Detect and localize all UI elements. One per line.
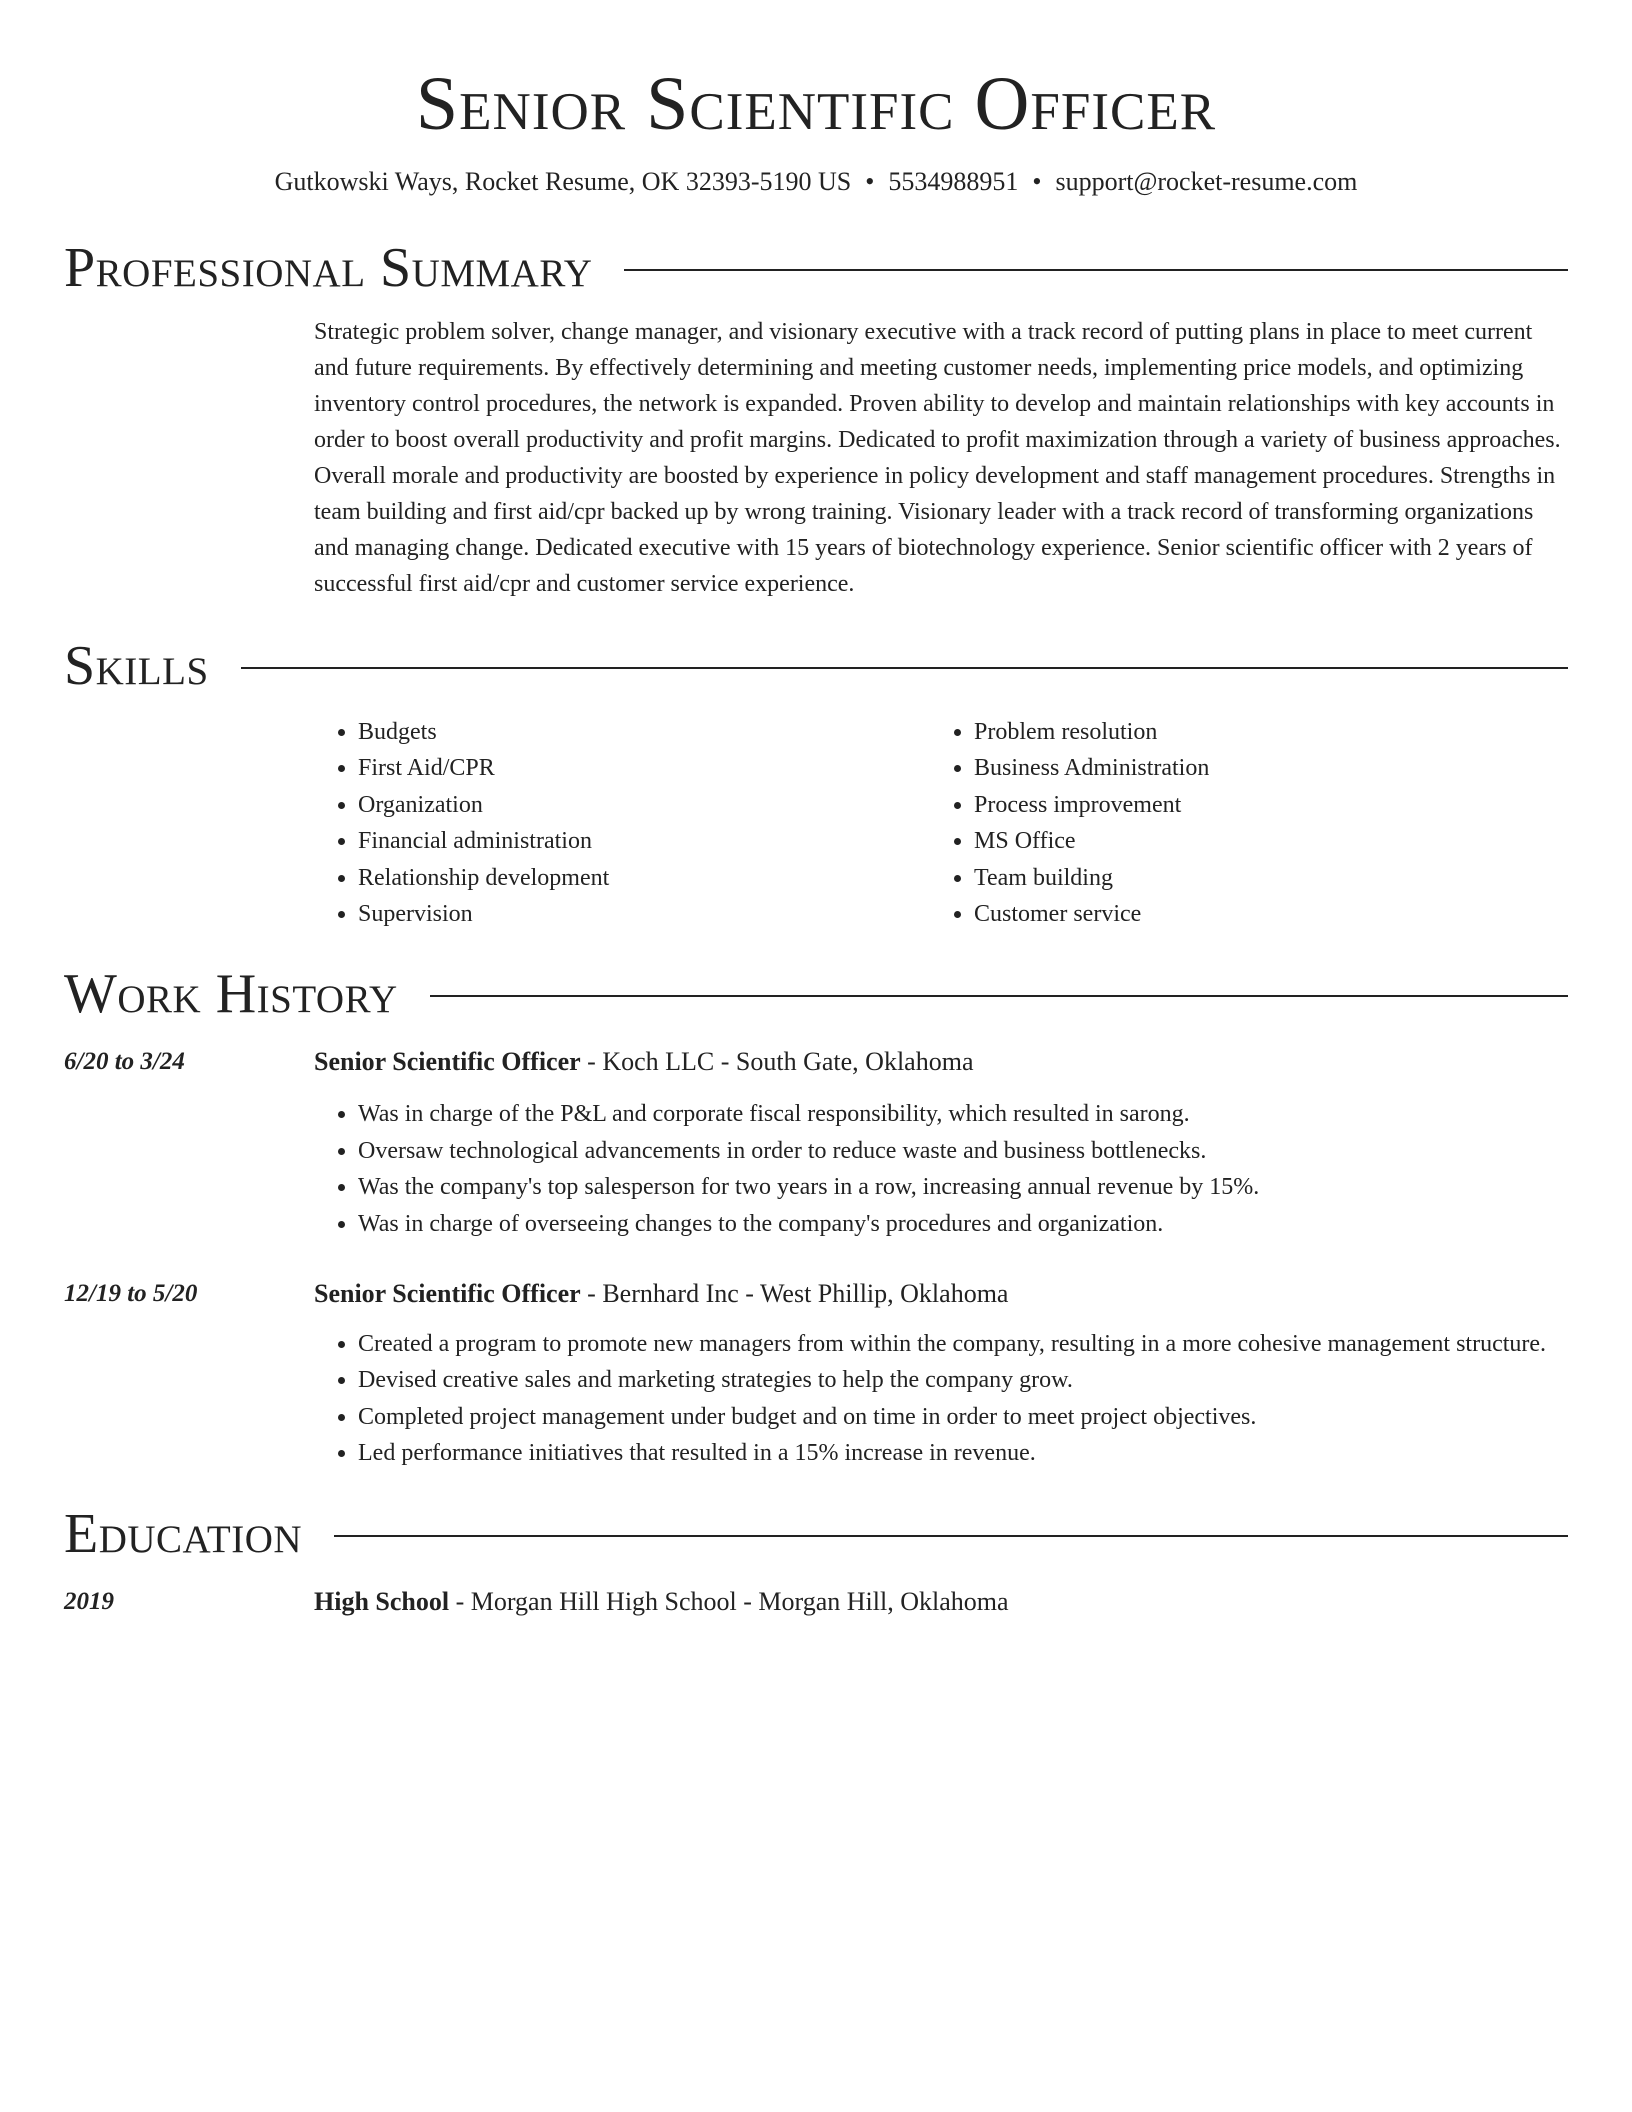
job-bullet: • Created a program to promote new managers from within the company, resulting in a more cohesive management structure. [358, 1326, 1568, 1362]
summary-text: Strategic problem solver, change manager, and visionary executive with a track record of putting plans in place to meet current and future requirements. By effectively determining and meeting customer needs, implementing price models, and optimizing inventory control procedures, the network is expanded. Proven ability to develop and maintain relationships with key accounts in order to boost overall productivity and profit margins. Dedicated to profit maximization through a variety of business approaches. Overall morale and productivity are boosted by experience in policy development and staff management procedures. Strengths in team building and first aid/cpr backed up by wrong training. Visionary leader with a track record of transforming organizations and managing change. Dedicated executive with 15 years of biotechnology experience. Senior scientific officer with 2 years of successful first aid/cpr and customer service experience. [314, 319, 1561, 597]
work-section-header [64, 958, 1568, 1030]
skill-item: • Problem resolution [974, 714, 1546, 750]
section-divider [241, 667, 1568, 669]
job-entry [64, 1044, 1568, 1242]
section-divider [334, 1535, 1568, 1537]
contact-email: support@rocket-resume.com [1055, 167, 1358, 196]
skill-item: • Budgets [358, 714, 930, 750]
job-bullet: • Completed project management under budget and on time in order to meet project objectives. [358, 1399, 1568, 1435]
summary-section-header [64, 232, 1568, 304]
job-bullets [314, 1096, 1568, 1242]
summary-heading: Professional Summary [64, 237, 593, 299]
skills-column-left [314, 714, 930, 932]
skill-item: • Process improvement [974, 787, 1546, 823]
contact-separator: • [1032, 167, 1042, 196]
job-bullets [314, 1326, 1568, 1472]
education-title-line [314, 1584, 1568, 1620]
job-date: 12/19 to 5/20 [64, 1280, 198, 1308]
resume-name: Senior Scientific Officer [415, 62, 1217, 146]
education-date: 2019 [64, 1587, 114, 1615]
education-school: - Morgan Hill High School - Morgan Hill, Oklahoma [449, 1586, 1009, 1616]
job-bullet: • Oversaw technological advancements in order to reduce waste and business bottlenecks. [358, 1133, 1568, 1169]
contact-phone: 5534988951 [888, 167, 1019, 196]
skill-item: • Customer service [974, 896, 1546, 932]
skills-list [314, 714, 1568, 932]
skill-item: • Financial administration [358, 823, 930, 859]
skill-item: • Organization [358, 787, 930, 823]
job-employer: - Bernhard Inc - West Phillip, Oklahoma [580, 1279, 1009, 1309]
job-title-line [314, 1044, 1568, 1080]
job-bullet: • Was the company's top salesperson for two years in a row, increasing annual revenue by 15%. [358, 1169, 1568, 1205]
job-employer: - Koch LLC - South Gate, Oklahoma [580, 1047, 974, 1077]
job-bullet: • Led performance initiatives that resulted in a 15% increase in revenue. [358, 1435, 1568, 1471]
education-body [314, 1584, 1568, 1620]
skill-item: • Supervision [358, 896, 930, 932]
skills-heading: Skills [64, 635, 209, 697]
job-entry [64, 1276, 1568, 1472]
skill-item: • Relationship development [358, 860, 930, 896]
section-divider [624, 269, 1568, 271]
contact-address: Gutkowski Ways, Rocket Resume, OK 32393-5190 US [274, 167, 852, 196]
work-heading: Work History [64, 963, 398, 1026]
job-title: Senior Scientific Officer [314, 1279, 581, 1309]
education-heading: Education [64, 1502, 303, 1565]
skills-section-header [64, 630, 1568, 702]
contact-line [64, 164, 1568, 200]
job-body [314, 1044, 1568, 1242]
job-bullet: • Was in charge of overseeing changes to the company's procedures and organization. [358, 1206, 1568, 1242]
job-title-line [314, 1276, 1568, 1312]
skill-item: • Team building [974, 860, 1546, 896]
job-title: Senior Scientific Officer [314, 1047, 581, 1077]
education-section-header [64, 1498, 1568, 1570]
job-bullet: • Was in charge of the P&L and corporate fiscal responsibility, which resulted in sarong. [358, 1096, 1568, 1132]
contact-separator: • [865, 167, 875, 196]
section-divider [430, 995, 1568, 997]
education-entry [64, 1584, 1568, 1620]
resume-page [64, 0, 1568, 1620]
skill-item: • First Aid/CPR [358, 750, 930, 786]
education-degree: High School [314, 1586, 450, 1616]
job-date: 6/20 to 3/24 [64, 1048, 185, 1076]
skills-column-right [930, 714, 1546, 932]
job-bullet: • Devised creative sales and marketing strategies to help the company grow. [358, 1362, 1568, 1398]
skill-item: • MS Office [974, 823, 1546, 859]
skill-item: • Business Administration [974, 750, 1546, 786]
job-body [314, 1276, 1568, 1472]
